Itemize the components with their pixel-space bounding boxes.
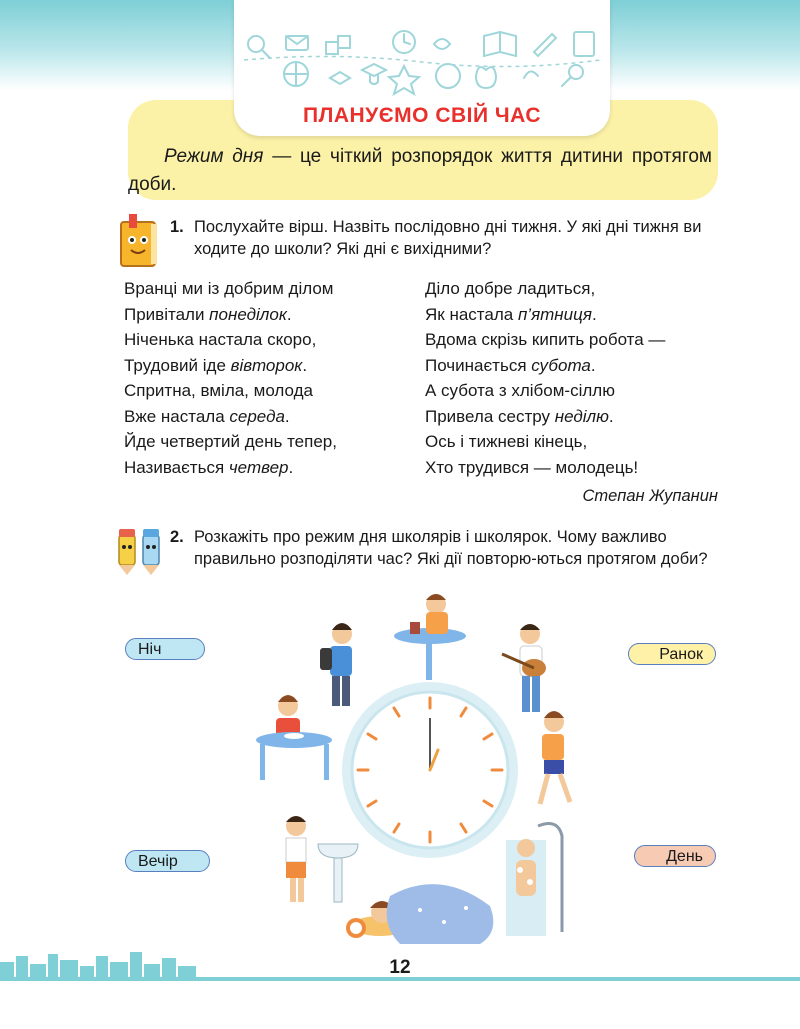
- definition-term: Режим дня: [164, 146, 264, 167]
- poem-line: Привела сестру неділю.: [425, 406, 614, 426]
- label-evening: Вечір: [125, 850, 210, 872]
- poem-line: Ось і тижневі кінець,: [425, 432, 588, 451]
- definition-text: [128, 143, 712, 199]
- page-title: ПЛАНУЄМО СВІЙ ЧАС: [303, 104, 541, 127]
- task-2-text: Розкажіть про режим дня школярів і школярок. Чому важливо правильно розподіляти час? Які дії повторю-ються протягом доби?: [194, 528, 708, 568]
- task-2-number: 2.: [170, 528, 184, 546]
- task-1-number: 1.: [170, 218, 184, 236]
- poem-line: А субота з хлібом-сіллю: [425, 381, 615, 400]
- poem-line: Вже настала середа.: [124, 406, 290, 426]
- poem-line: Вранці ми із добрим ділом: [124, 279, 334, 298]
- poem-line: Вдома скрізь кипить робота —: [425, 330, 666, 349]
- poem-line: Починається субота.: [425, 355, 596, 375]
- girl-studying-icon: [394, 594, 466, 680]
- girl-sleeping-icon: [346, 884, 493, 944]
- boy-guitar-icon: [502, 624, 546, 712]
- poem-line: Називається четвер.: [124, 457, 294, 477]
- book-character-icon: [115, 212, 163, 272]
- poem-line: Хто трудився — молодець!: [425, 457, 639, 477]
- poem-right-column: [425, 276, 665, 480]
- definition-body: — це чіткий розпорядок життя дитини протягом доби.: [128, 146, 712, 195]
- poem-line: Ніченька настала скоро,: [124, 330, 317, 349]
- child-shower-icon: [506, 824, 562, 936]
- boy-washing-icon: [286, 816, 358, 902]
- daily-routine-illustration: [230, 590, 600, 950]
- poem-line: Діло добре ладиться,: [425, 279, 596, 298]
- pencil-kids-icon: [115, 525, 167, 575]
- label-morning: Ранок: [628, 643, 716, 665]
- poem-line: Йде четвертий день тепер,: [124, 432, 337, 451]
- boy-backpack-icon: [320, 623, 352, 706]
- task-1: [170, 216, 718, 260]
- poem-line: Як настала п’ятниця.: [425, 304, 597, 324]
- clock-icon: [342, 682, 518, 858]
- task-1-text: Послухайте вірш. Назвіть послідовно дні тижня. У які дні тижня ви ходите до школи? Які дні є вихідними?: [194, 218, 702, 258]
- title-tab: [234, 0, 610, 136]
- city-skyline-icon: [0, 950, 200, 978]
- poem-line: Трудовий іде вівторок.: [124, 355, 308, 375]
- girl-eating-icon: [256, 695, 332, 780]
- poem-line: Спритна, вміла, молода: [124, 381, 313, 400]
- school-doodles-icon: [234, 22, 610, 102]
- label-night: Ніч: [125, 638, 205, 660]
- label-day: День: [634, 845, 716, 867]
- poem-left-column: [124, 276, 337, 480]
- poem-author: Степан Жупанин: [582, 487, 718, 505]
- page-number: 12: [389, 957, 411, 978]
- girl-running-icon: [540, 711, 570, 804]
- poem-line: Привітали понеділок.: [124, 304, 292, 324]
- task-2: [170, 526, 718, 570]
